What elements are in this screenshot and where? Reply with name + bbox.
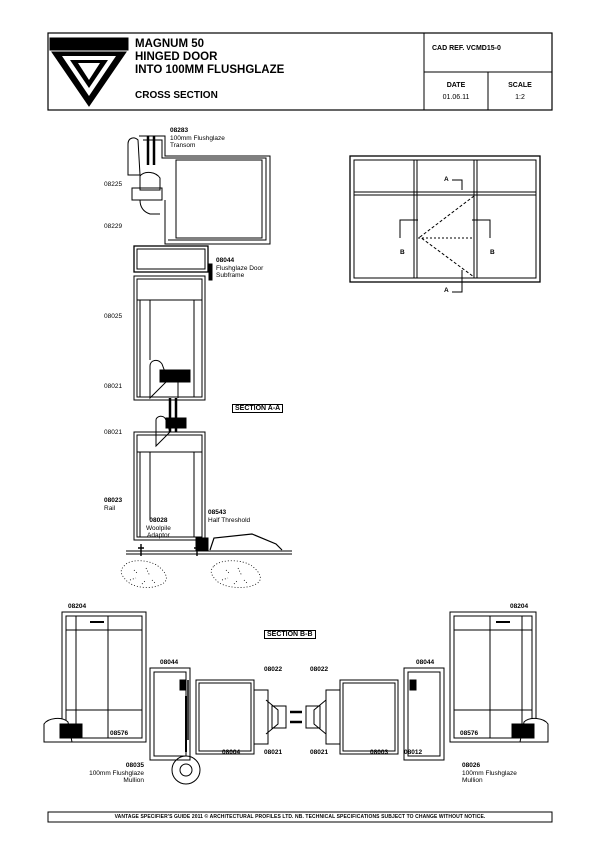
label-08044-left: 08044 <box>160 659 179 666</box>
section-marker-a-bottom: A <box>444 287 449 294</box>
label-08021-upper: 08021 <box>104 383 123 390</box>
label-08021-lower: 08021 <box>104 429 123 436</box>
label-08035: 08035 100mm Flushglaze Mullion <box>89 762 144 784</box>
section-marker-b-left: B <box>400 249 405 256</box>
label-08021-right: 08021 <box>310 749 329 756</box>
cad-ref-value: VCMD15-0 <box>466 45 501 52</box>
label-08028: 08028 Woolpile Adaptor <box>146 517 171 539</box>
label-08204-right: 08204 <box>510 603 529 610</box>
title-line-2: HINGED DOOR <box>135 51 218 63</box>
section-aa-drawing <box>126 136 292 556</box>
cad-ref-label: CAD REF. <box>432 45 465 52</box>
scale-value: 1:2 <box>515 94 525 101</box>
title-line-3: INTO 100MM FLUSHGLAZE <box>135 64 285 76</box>
drawing-title <box>135 38 284 77</box>
label-08021-left: 08021 <box>264 749 283 756</box>
scale-label: SCALE <box>508 82 532 89</box>
footer-notice: VANTAGE SPECIFIER'S GUIDE 2011 © ARCHITECTURAL PROFILES LTD. NB. TECHNICAL SPECIFICATIONS SUBJECT TO CHANGE WITHOUT NOTICE. <box>114 814 486 820</box>
section-marker-b-right: B <box>490 249 495 256</box>
label-08204-left: 08204 <box>68 603 87 610</box>
label-08012: 08012 <box>404 749 423 756</box>
concrete-hatch <box>121 561 260 588</box>
cad-ref <box>432 45 501 52</box>
label-08022-right: 08022 <box>310 666 329 673</box>
label-08044-right: 08044 <box>416 659 435 666</box>
label-08283: 08283 100mm Flushglaze Transom <box>170 127 225 149</box>
label-08225: 08225 <box>104 181 123 188</box>
label-08229: 08229 <box>104 223 123 230</box>
label-08003: 08003 <box>370 749 389 756</box>
section-bb-title: SECTION B-B <box>264 630 316 639</box>
title-line-1: MAGNUM 50 <box>135 38 205 50</box>
label-08022-left: 08022 <box>264 666 283 673</box>
vantage-logo <box>50 38 128 106</box>
drawing-subtitle: CROSS SECTION <box>135 90 218 101</box>
section-aa-title: SECTION A-A <box>232 404 283 413</box>
label-08026: 08026 100mm Flushglaze Mullion <box>462 762 517 784</box>
section-marker-a-top: A <box>444 176 449 183</box>
date-label: DATE <box>446 82 466 89</box>
label-08576-right: 08576 <box>460 730 479 737</box>
label-08044: 08044 Flushglaze Door Subframe <box>216 257 264 279</box>
label-08004: 08004 <box>222 749 241 756</box>
label-08023: 08023 Rail <box>104 497 123 512</box>
date-value: 01.06.11 <box>442 94 470 101</box>
label-08576-left: 08576 <box>110 730 129 737</box>
label-08543: 08543 Half Threshold <box>208 509 251 524</box>
label-08025: 08025 <box>104 313 123 320</box>
